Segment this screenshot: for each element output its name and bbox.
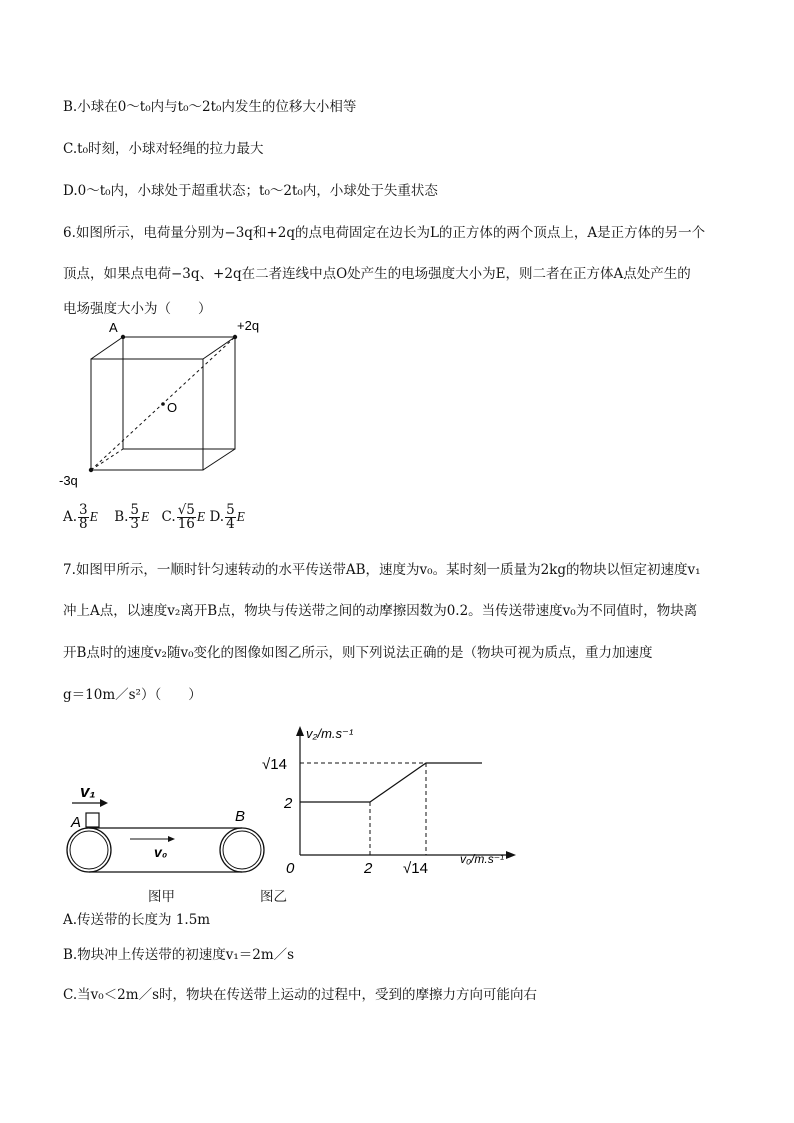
label-v0: v₀ bbox=[154, 844, 168, 860]
q6-option-b: B. $\frac{5}{3}$ E bbox=[114, 502, 150, 532]
v2-v0-graph bbox=[258, 720, 528, 880]
fraction: $\frac{3}{8}$ bbox=[79, 502, 88, 532]
q6-options bbox=[63, 500, 245, 534]
q6-option-d: D. $\frac{5}{4}$ E bbox=[209, 502, 245, 532]
q5-option-b: B.小球在0～t₀内与t₀～2t₀内发生的位移大小相等 bbox=[63, 99, 357, 115]
q7-stem-line1: 7.如图甲所示，一顺时针匀速转动的水平传送带AB，速度为v₀。某时刻一质量为2kg的物块以恒定初速度v₁ bbox=[63, 562, 701, 578]
block bbox=[86, 813, 99, 827]
label-b: B bbox=[235, 808, 246, 825]
q7-stem-line4: g＝10m／s²）（ ） bbox=[63, 687, 202, 703]
left-roller-inner bbox=[70, 831, 108, 869]
q7-option-a: A.传送带的长度为 1.5m bbox=[63, 912, 211, 928]
fraction: $\frac{5}{3}$ bbox=[130, 502, 139, 532]
label-o: O bbox=[167, 400, 178, 415]
tick-sqrt14-y: √14 bbox=[262, 756, 287, 773]
tick-sqrt14-x: √14 bbox=[403, 860, 428, 877]
label-a: A bbox=[109, 320, 118, 335]
caption-yi: 图乙 bbox=[260, 889, 287, 905]
fraction: $\frac{√5}{16}$ bbox=[177, 502, 195, 532]
label-plus-2q: +2q bbox=[237, 318, 260, 333]
tick-2-y: 2 bbox=[284, 795, 293, 812]
caption-jia: 图甲 bbox=[148, 889, 175, 905]
q6-stem-line3: 电场强度大小为（ ） bbox=[63, 301, 212, 317]
point-plus-2q bbox=[233, 335, 237, 339]
q7-stem-line3: 开B点时的速度v₂随v₀变化的图像如图乙所示，则下列说法正确的是（物块可视为质点，重力加速度 bbox=[63, 645, 653, 661]
q6-option-c: C. $\frac{√5}{16}$ E bbox=[161, 502, 206, 532]
point-o bbox=[161, 402, 165, 406]
v2-curve bbox=[300, 763, 482, 802]
cube-front-face bbox=[91, 359, 203, 470]
label-v1: v₁ bbox=[80, 782, 96, 801]
q7-option-b: B.物块冲上传送带的初速度v₁＝2m／s bbox=[63, 947, 295, 963]
cube-hidden-edge bbox=[91, 449, 123, 470]
x-axis-label: v₀/m.s⁻¹ bbox=[460, 852, 505, 866]
point-minus-3q bbox=[89, 468, 93, 472]
conveyor-figure bbox=[60, 775, 270, 885]
x-axis-arrow-icon bbox=[506, 851, 516, 859]
q7-stem-line2: 冲上A点，以速度v₂离开B点，物块与传送带之间的动摩擦因数为0.2。当传送带速度v₀为不同值时，物块离 bbox=[63, 603, 698, 619]
y-axis-arrow-icon bbox=[296, 726, 304, 736]
left-roller bbox=[67, 828, 111, 872]
q7-option-c: C.当v₀＜2m／s时，物块在传送带上运动的过程中，受到的摩擦力方向可能向右 bbox=[63, 987, 537, 1003]
cube-edge bbox=[91, 337, 123, 359]
q5-option-c: C.t₀时刻，小球对轻绳的拉力最大 bbox=[63, 141, 264, 157]
q6-stem-line2: 顶点，如果点电荷−3q、+2q在二者连线中点O处产生的电场强度大小为E，则二者在正方体A点处产生的 bbox=[63, 266, 691, 282]
label-minus-3q: -3q bbox=[59, 473, 78, 488]
cube-edge bbox=[203, 449, 235, 470]
q6-stem-line1: 6.如图所示，电荷量分别为−3q和+2q的点电荷固定在边长为L的正方体的两个顶点上，A是正方体的另一个 bbox=[63, 225, 706, 241]
q5-option-d: D.0～t₀内，小球处于超重状态；t₀～2t₀内，小球处于失重状态 bbox=[63, 183, 438, 199]
arrow-head-icon bbox=[100, 799, 108, 807]
y-axis-label: v₂/m.s⁻¹ bbox=[306, 726, 354, 741]
right-roller-inner bbox=[223, 831, 261, 869]
label-a: A bbox=[71, 814, 82, 831]
origin-label: 0 bbox=[286, 860, 295, 877]
cube-edge bbox=[203, 337, 235, 359]
point-a bbox=[121, 335, 125, 339]
tick-2-x: 2 bbox=[364, 860, 373, 877]
cube-figure bbox=[55, 315, 285, 495]
q6-option-a: A. $\frac{3}{8}$ E bbox=[63, 502, 98, 532]
fraction: $\frac{5}{4}$ bbox=[226, 502, 235, 532]
arrow-head-icon bbox=[168, 836, 175, 842]
cube-back-face bbox=[123, 337, 235, 449]
